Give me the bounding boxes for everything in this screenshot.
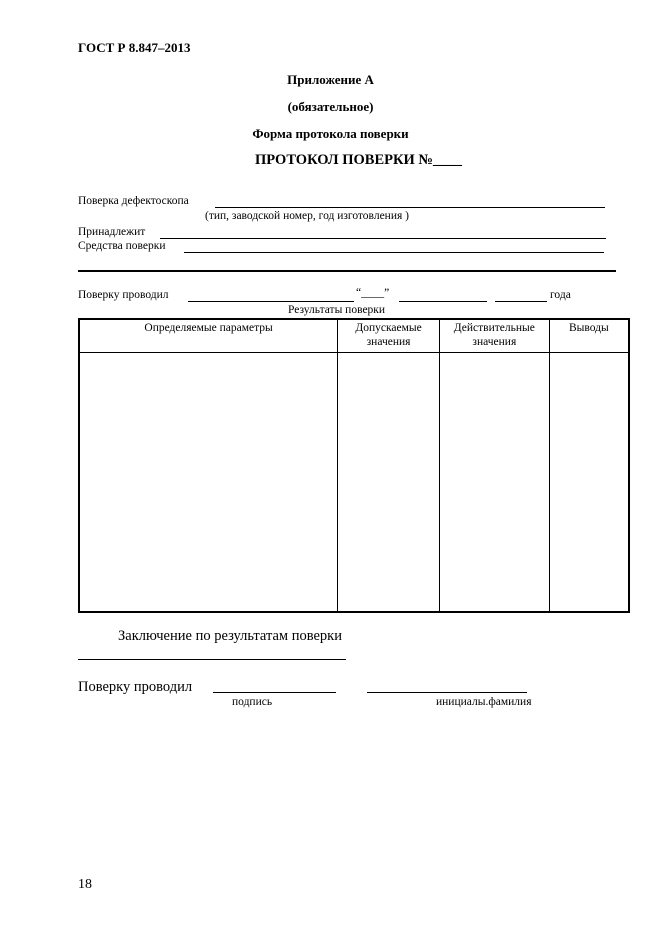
- separator-line: [78, 270, 616, 272]
- results-header-row: [79, 319, 629, 353]
- mandatory-note: (обязательное): [287, 99, 374, 114]
- flaw-detector-label: Поверка дефектоскопа: [78, 195, 189, 207]
- flaw-detector-field[interactable]: [215, 207, 605, 208]
- signature-caption: подпись: [232, 696, 273, 708]
- appendix-title: Приложение А: [287, 72, 374, 87]
- name-field[interactable]: [367, 692, 527, 693]
- verified-by-label: Поверку проводил: [78, 289, 169, 301]
- date-year-field[interactable]: [495, 301, 547, 302]
- tools-label: Средства поверки: [78, 240, 166, 252]
- column-header-allowed: Допускаемые значения: [338, 319, 440, 353]
- column-header-parameters: Определяемые параметры: [79, 319, 338, 353]
- cell-conclusions[interactable]: [549, 353, 629, 613]
- protocol-title: ПРОТОКОЛ ПОВЕРКИ №____: [255, 152, 462, 168]
- owner-field[interactable]: [160, 238, 606, 239]
- page-number: 18: [78, 877, 92, 892]
- year-label: года: [550, 289, 571, 301]
- results-table: [78, 318, 630, 613]
- results-caption: Результаты поверки: [288, 304, 386, 316]
- name-caption: инициалы.фамилия: [436, 696, 532, 708]
- column-header-conclusions: Выводы: [549, 319, 629, 353]
- cell-parameters[interactable]: [79, 353, 338, 613]
- tools-field[interactable]: [184, 252, 604, 253]
- signoff-label: Поверку проводил: [78, 679, 193, 695]
- cell-actual[interactable]: [439, 353, 549, 613]
- results-body-row: [79, 353, 629, 613]
- flaw-detector-hint: (тип, заводской номер, год изготовления ): [205, 210, 409, 222]
- standard-header: ГОСТ Р 8.847–2013: [78, 40, 191, 55]
- conclusion-label: Заключение по результатам поверки: [118, 628, 342, 644]
- form-title: Форма протокола поверки: [252, 126, 409, 141]
- verifier-field[interactable]: [188, 301, 354, 302]
- cell-allowed[interactable]: [338, 353, 440, 613]
- date-month-field[interactable]: [399, 301, 487, 302]
- conclusion-field[interactable]: [78, 659, 346, 660]
- owner-label: Принадлежит: [78, 226, 146, 238]
- date-day-field[interactable]: “____”: [356, 287, 390, 299]
- column-header-actual: Действительные значения: [439, 319, 549, 353]
- signature-field[interactable]: [213, 692, 336, 693]
